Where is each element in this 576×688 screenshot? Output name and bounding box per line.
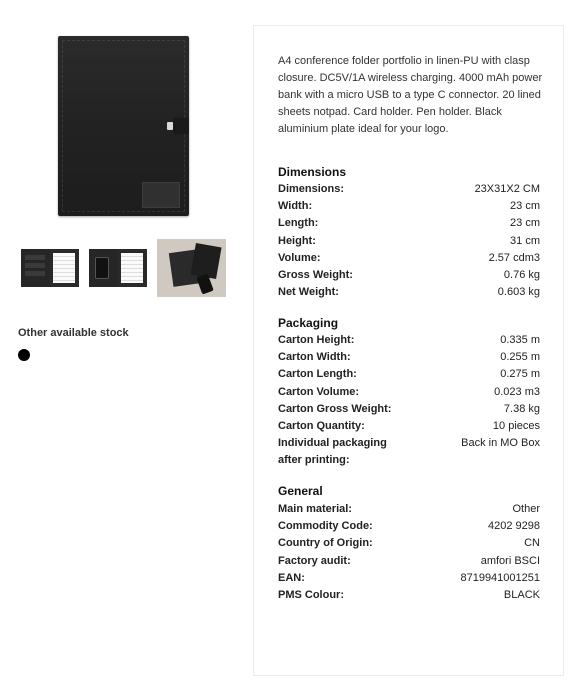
spec-label: Dimensions: xyxy=(278,183,345,195)
product-gallery xyxy=(0,0,250,688)
thumbnail-open-right xyxy=(118,249,147,287)
spec-value: Other xyxy=(512,503,540,515)
clasp-button xyxy=(167,122,173,130)
spec-value: 23 cm xyxy=(510,217,540,230)
clasp-strap xyxy=(175,118,189,134)
spec-value: 0.76 kg xyxy=(503,269,540,281)
spec-value: 0.023 m3 xyxy=(494,385,540,398)
spec-value: 0.603 kg xyxy=(497,286,540,299)
spec-label: Carton Volume: xyxy=(278,385,360,398)
spec-label: Commodity Code: xyxy=(278,520,373,533)
spec-label: Height: xyxy=(278,234,316,247)
product-main-image[interactable] xyxy=(55,33,192,219)
spec-label: Carton Width: xyxy=(278,351,351,364)
spec-value: 2.57 cdm3 xyxy=(488,251,540,264)
spec-label: Length: xyxy=(278,217,319,230)
spec-value: 23X31X2 CM xyxy=(474,183,540,195)
thumbnail-open-right xyxy=(50,249,79,287)
spec-value: 23 cm xyxy=(510,200,540,213)
card-slot xyxy=(25,263,45,268)
stock-colour-swatch[interactable] xyxy=(18,349,30,361)
spec-label: PMS Colour: xyxy=(278,589,344,601)
spec-value: BLACK xyxy=(503,589,540,601)
spec-label: Carton Height: xyxy=(278,334,355,346)
card-slot xyxy=(25,271,45,276)
thumbnail-open-folder-devices[interactable] xyxy=(89,249,147,287)
spec-label: Net Weight: xyxy=(278,286,339,299)
spec-label: Width: xyxy=(278,200,313,213)
spec-value: 0.275 m xyxy=(500,368,540,381)
spec-label: Factory audit: xyxy=(278,554,351,567)
spec-value: 0.255 m xyxy=(500,351,540,364)
spec-label: Carton Gross Weight: xyxy=(278,402,392,415)
spec-label: Individual packaging after printing: xyxy=(278,437,387,467)
spec-label: Gross Weight: xyxy=(278,269,353,281)
spec-value: 4202 9298 xyxy=(488,520,540,533)
thumbnail-open-left xyxy=(21,249,50,287)
notepad xyxy=(121,253,143,283)
spec-value: 10 pieces xyxy=(492,420,540,432)
spec-value: 0.335 m xyxy=(500,334,540,346)
spec-label: Country of Origin: xyxy=(278,537,373,550)
logo-plate xyxy=(142,182,180,208)
spec-label: Volume: xyxy=(278,251,321,264)
spec-value: Back in MO Box xyxy=(461,437,540,450)
spec-value: 7.38 kg xyxy=(503,402,540,415)
spec-label: Main material: xyxy=(278,503,352,515)
spec-label: Carton Quantity: xyxy=(278,420,365,432)
card-slot xyxy=(25,255,45,260)
general-title: General xyxy=(278,484,323,498)
notepad xyxy=(53,253,75,283)
dimensions-title: Dimensions xyxy=(278,165,347,179)
spec-value: CN xyxy=(524,537,540,550)
thumbnail-lifestyle[interactable] xyxy=(157,239,226,297)
thumbnail-open-folder[interactable] xyxy=(21,249,79,287)
packaging-title: Packaging xyxy=(278,316,339,330)
product-description: A4 conference folder portfolio in linen-PU with clasp closure. DC5V/1A wireless charging. 4000 mAh power bank with a micro USB to a type C connector. 20 lined sheets notpad. Card holder. Pen holder. Black aluminium plate ideal for your logo. xyxy=(278,55,543,135)
spec-value: 31 cm xyxy=(510,234,540,247)
spec-value: amfori BSCI xyxy=(480,554,540,567)
spec-label: Carton Length: xyxy=(278,368,357,381)
other-stock-title: Other available stock xyxy=(18,327,129,339)
thumbnail-open-left xyxy=(89,249,118,287)
spec-label: EAN: xyxy=(278,571,305,584)
phone-device xyxy=(95,257,109,279)
spec-value: 8719941001251 xyxy=(460,571,540,584)
folder-illustration xyxy=(58,36,189,216)
